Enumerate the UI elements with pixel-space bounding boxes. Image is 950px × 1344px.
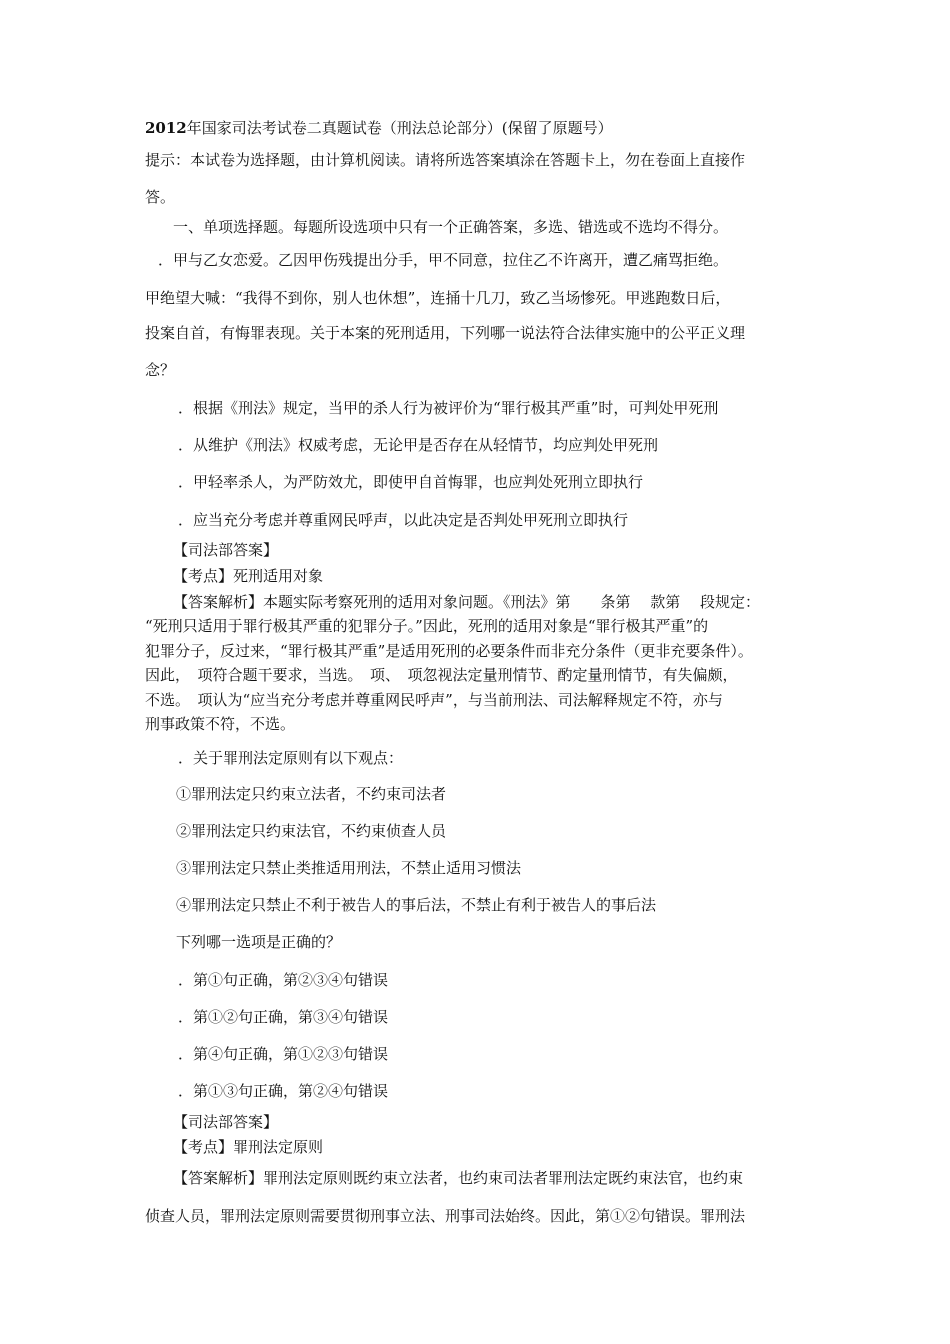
q2-answer: 【司法部答案】 xyxy=(173,1113,279,1131)
q1-option-c: ．甲轻率杀人，为严防效尤，即使甲自首悔罪，也应判处死刑立即执行 xyxy=(178,473,644,491)
q1-analysis-line: 刑事政策不符，不选。 xyxy=(145,715,296,733)
q1-keypoint: 【考点】死刑适用对象 xyxy=(173,567,324,585)
q1-stem-line: 投案自首，有悔罪表现。关于本案的死刑适用，下列哪一说法符合法律实施中的公平正义理 xyxy=(145,324,746,342)
q2-option-a: ．第①句正确，第②③④句错误 xyxy=(178,971,389,989)
q2-keypoint: 【考点】罪刑法定原则 xyxy=(173,1138,324,1156)
q2-option-b: ．第①②句正确，第③④句错误 xyxy=(178,1008,389,1026)
q2-stem: ．关于罪刑法定原则有以下观点： xyxy=(178,749,404,767)
title-year: 2012 xyxy=(145,119,187,137)
q1-option-a: ．根据《刑法》规定，当甲的杀人行为被评价为“罪行极其严重”时，可判处甲死刑 xyxy=(178,399,719,417)
q1-analysis-line: 不选。 项认为“应当充分考虑并尊重网民呼声”，与当前刑法、司法解释规定不符，亦与 xyxy=(145,691,723,709)
q1-stem-line: 甲绝望大喊：“我得不到你，别人也休想”，连捅十几刀，致乙当场惨死。甲逃跑数日后， xyxy=(145,289,731,307)
q1-answer: 【司法部答案】 xyxy=(173,541,279,559)
notice-line-1: 提示：本试卷为选择题，由计算机阅读。请将所选答案填涂在答题卡上，勿在卷面上直接作 xyxy=(145,151,746,169)
q2-analysis-line: 侦查人员，罪刑法定原则需要贯彻刑事立法、刑事司法始终。因此，第①②句错误。罪刑法 xyxy=(145,1207,746,1225)
q1-stem-line: ．甲与乙女恋爱。乙因甲伤残提出分手，甲不同意，拉住乙不许离开，遭乙痛骂拒绝。 xyxy=(158,251,729,269)
q2-statement-3: ③罪刑法定只禁止类推适用刑法，不禁止适用习惯法 xyxy=(176,859,522,877)
document-title xyxy=(145,118,613,138)
q1-analysis-line: “死刑只适用于罪行极其严重的犯罪分子。”因此，死刑的适用对象是“罪行极其严重”的 xyxy=(145,617,709,635)
q2-statement-2: ②罪刑法定只约束法官，不约束侦查人员 xyxy=(176,822,447,840)
notice-line-2: 答。 xyxy=(145,188,176,206)
q1-option-d: ．应当充分考虑并尊重网民呼声，以此决定是否判处甲死刑立即执行 xyxy=(178,511,629,529)
q2-option-c: ．第④句正确，第①②③句错误 xyxy=(178,1045,389,1063)
q1-analysis-line: 因此， 项符合题干要求，当选。 项、 项忽视法定量刑情节、酌定量刑情节，有失偏颇， xyxy=(145,666,738,684)
q1-analysis-line: 【答案解析】本题实际考察死刑的适用对象问题。《刑法》第 条第 款第 段规定： xyxy=(173,593,761,611)
q2-option-d: ．第①③句正确，第②④句错误 xyxy=(178,1082,389,1100)
q1-stem-line: 念？ xyxy=(145,361,176,379)
q2-statement-4: ④罪刑法定只禁止不利于被告人的事后法，不禁止有利于被告人的事后法 xyxy=(176,896,657,914)
q1-analysis-line: 犯罪分子，反过来，“罪行极其严重”是适用死刑的必要条件而非充分条件（更非充要条件）。 xyxy=(145,642,753,660)
section-heading: 一、单项选择题。每题所设选项中只有一个正确答案，多选、错选或不选均不得分。 xyxy=(173,218,729,236)
title-text: 年国家司法考试卷二真题试卷（刑法总论部分）(保留了原题号） xyxy=(186,119,613,137)
q1-option-b: ．从维护《刑法》权威考虑，无论甲是否存在从轻情节，均应判处甲死刑 xyxy=(178,436,659,454)
q2-statement-1: ①罪刑法定只约束立法者，不约束司法者 xyxy=(176,785,447,803)
q2-analysis-line: 【答案解析】罪刑法定原则既约束立法者，也约束司法者罪刑法定既约束法官，也约束 xyxy=(173,1169,744,1187)
q2-question: 下列哪一选项是正确的？ xyxy=(176,933,342,951)
